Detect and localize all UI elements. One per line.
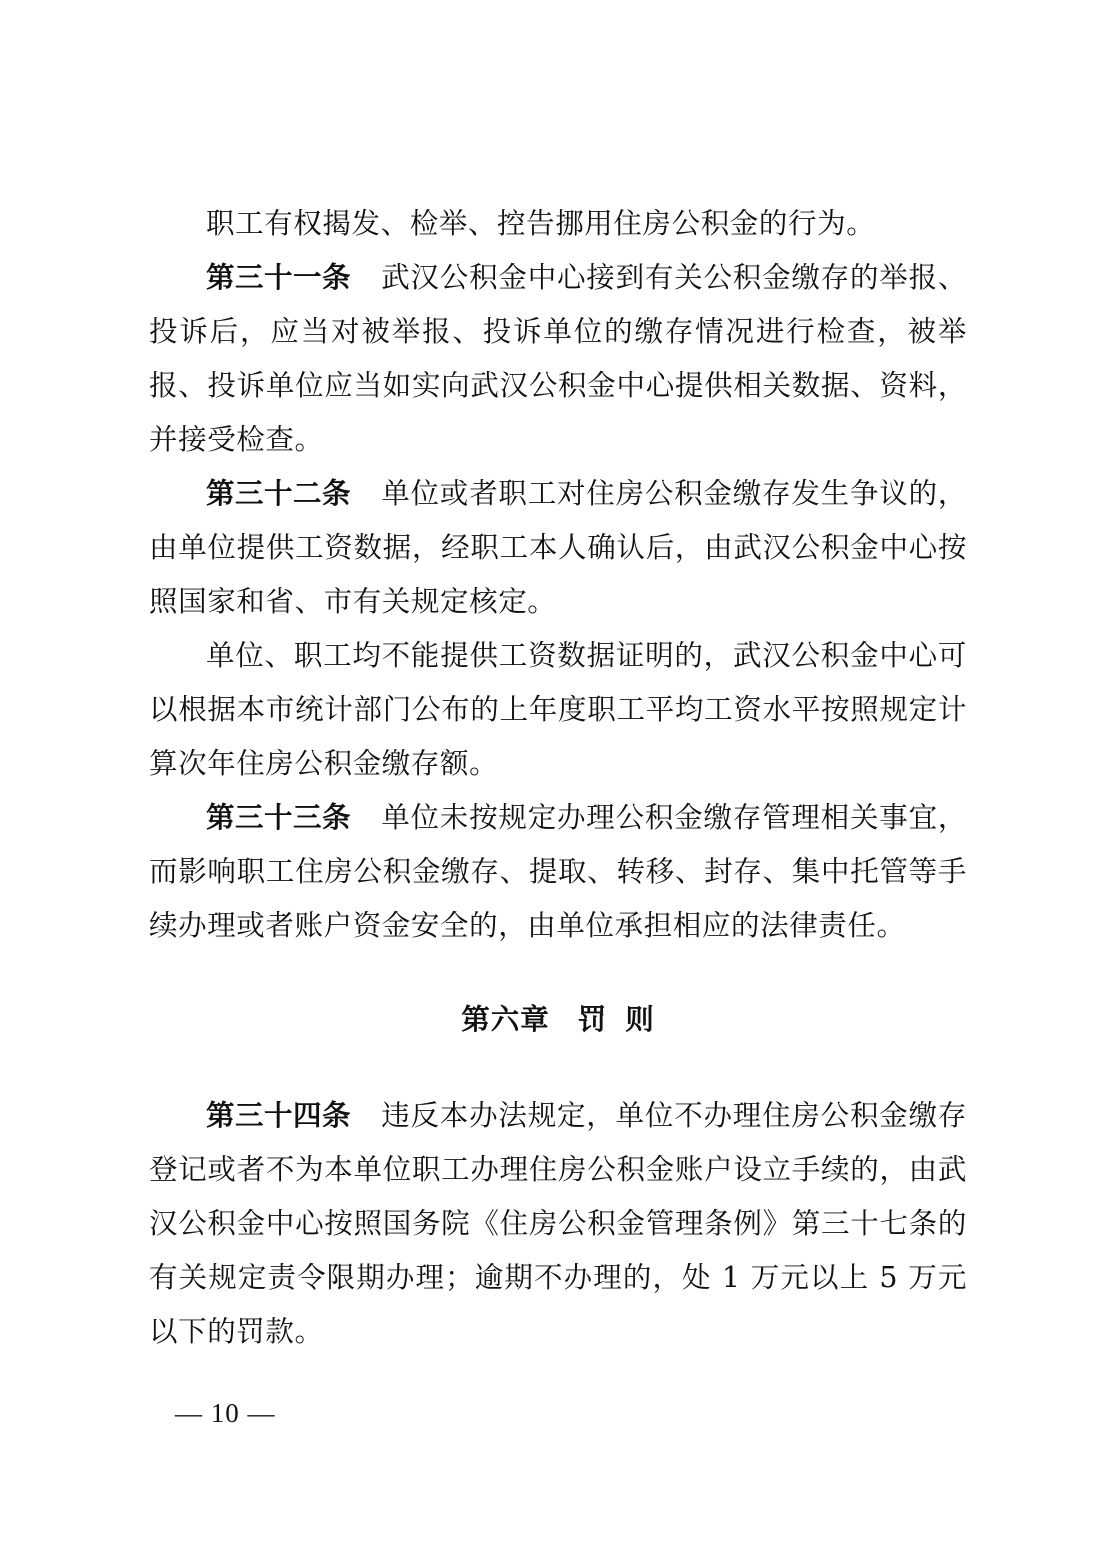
- document-body: [149, 197, 967, 1359]
- article-34: [149, 1089, 967, 1359]
- article-31: [149, 251, 967, 467]
- article-heading: 第三十三条: [206, 801, 351, 834]
- paragraph-reporting-right: [149, 197, 967, 251]
- chapter-number: 第六章: [461, 1003, 550, 1036]
- paragraph-text: 单位、职工均不能提供工资数据证明的，武汉公积金中心可以根据本市统计部门公布的上年度职工平均工资水平按照规定计算次年住房公积金缴存额。: [149, 639, 967, 780]
- paragraph-text: 职工有权揭发、检举、控告挪用住房公积金的行为。: [206, 207, 876, 240]
- article-text: 武汉公积金中心接到有关公积金缴存的举报、投诉后，应当对被举报、投诉单位的缴存情况进行检查，被举报、投诉单位应当如实向武汉公积金中心提供相关数据、资料，并接受检查。: [149, 261, 967, 456]
- page-number: — 10 —: [175, 1398, 276, 1428]
- article-heading: 第三十二条: [206, 477, 351, 510]
- article-33: [149, 791, 967, 953]
- chapter-title-part1: 罚: [577, 1003, 608, 1036]
- paragraph-salary-data: [149, 629, 967, 791]
- chapter-title-part2: 则: [625, 1003, 655, 1036]
- article-heading: 第三十一条: [206, 261, 351, 294]
- article-text: 违反本办法规定，单位不办理住房公积金缴存登记或者不为本单位职工办理住房公积金账户设立手续的，由武汉公积金中心按照国务院《住房公积金管理条例》第三十七条的有关规定责令限期办理；逾期不办理的，处 1 万元以上 5 万元以下的罚款。: [149, 1099, 967, 1348]
- article-heading: 第三十四条: [206, 1099, 351, 1132]
- article-text: 单位未按规定办理公积金缴存管理相关事宜，而影响职工住房公积金缴存、提取、转移、封存、集中托管等手续办理或者账户资金安全的，由单位承担相应的法律责任。: [149, 801, 967, 942]
- article-32: [149, 467, 967, 629]
- chapter-heading: [149, 993, 967, 1047]
- article-text: 单位或者职工对住房公积金缴存发生争议的，由单位提供工资数据，经职工本人确认后，由武汉公积金中心按照国家和省、市有关规定核定。: [149, 477, 967, 618]
